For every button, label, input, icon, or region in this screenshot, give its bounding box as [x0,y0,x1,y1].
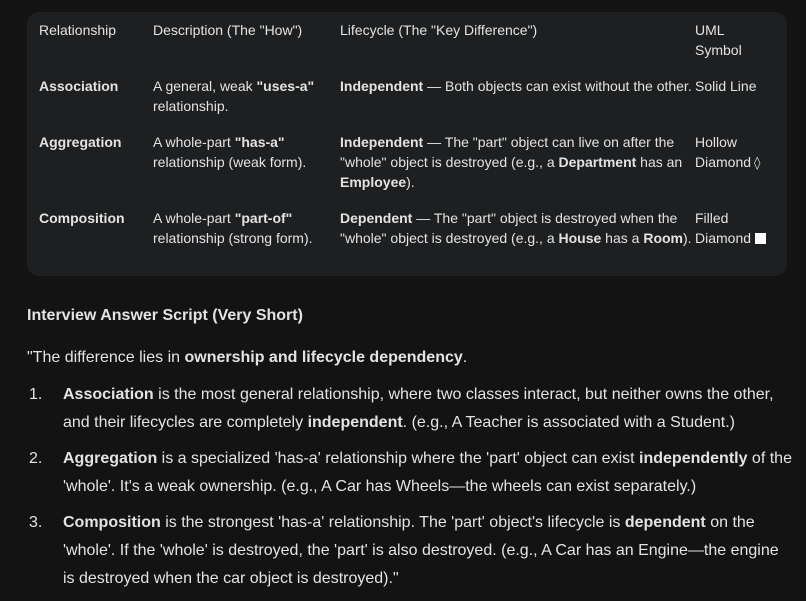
list-item [27,381,792,437]
item-text: is the strongest 'has-a' relationship. The 'part' object's lifecycle is [160,514,625,531]
row-description [153,208,340,264]
lifecycle-example: Employee [340,174,407,190]
desc-keyword: "part-of" [234,210,293,226]
desc-text: A whole-part [153,134,235,150]
row-name: Composition [39,210,125,226]
intro-text: "The difference lies in [27,349,185,366]
lifecycle-example: House [558,230,602,246]
script-heading: Interview Answer Script (Very Short) [27,307,303,324]
row-lifecycle [340,76,695,132]
table-row [27,132,787,208]
desc-text: A general, weak [153,78,257,94]
desc-keyword: "uses-a" [256,78,315,94]
row-description [153,132,340,208]
lifecycle-text: — The "part" object is destroyed when the "whole" object is destroyed (e.g., a [340,210,678,246]
uml-line1: Filled [695,210,729,226]
lifecycle-text: — The "part" object can live on after the "whole" object is destroyed (e.g., a [340,134,675,170]
item-text: of the 'whole'. It's a weak ownership. (e.g., A Car has Wheels—the wheels can exist separately.) [63,450,792,495]
list-item [27,509,792,593]
item-text: is a specialized 'has-a' relationship where the 'part' object can exist [157,450,640,467]
header-uml-symbol [695,12,787,76]
row-uml-symbol [695,208,787,264]
item-text: is the most general relationship, where two classes interact, but neither owns the other, and their lifecycles are completely [63,386,774,431]
row-lifecycle [340,132,695,208]
table-row [27,76,787,132]
lifecycle-text: has an [636,154,683,170]
filled-diamond-icon [755,233,766,244]
desc-text: relationship (strong form). [153,230,313,246]
header-relationship: Relationship [39,22,117,38]
lifecycle-keyword: Independent [340,78,424,94]
row-uml-symbol: Solid Line [695,78,757,94]
list-item [27,445,792,501]
lifecycle-text: ). [406,174,415,190]
row-description [153,76,340,132]
intro-keyword: ownership and lifecycle dependency [184,349,463,366]
item-keyword: dependent [624,514,706,531]
row-name: Association [39,78,119,94]
item-text: . (e.g., A Teacher is associated with a Student.) [402,414,736,431]
row-uml-symbol [695,132,787,208]
desc-text: A whole-part [153,210,235,226]
hollow-diamond-icon: ◊ [754,156,761,171]
intro-text: . [462,349,468,366]
uml-line2: Diamond [695,154,752,170]
lifecycle-keyword: Dependent [340,210,413,226]
desc-text: relationship (weak form). [153,154,307,170]
lifecycle-text: ). [683,230,692,246]
header-uml-line1: UML [695,22,725,38]
answer-list [27,381,792,601]
list-number: 3. [29,514,43,531]
uml-line1: Hollow [695,134,738,150]
lifecycle-example: Room [643,230,683,246]
table-header-row [27,12,787,76]
lifecycle-text: has a [601,230,644,246]
lifecycle-keyword: Independent [340,134,424,150]
header-uml-line2: Symbol [695,42,742,58]
list-number: 2. [29,450,43,467]
comparison-table [27,12,787,264]
header-description: Description (The "How") [153,22,303,38]
table-row [27,208,787,264]
row-name: Aggregation [39,134,122,150]
item-term: Composition [63,514,161,531]
lifecycle-example: Department [558,154,637,170]
header-lifecycle: Lifecycle (The "Key Difference") [340,22,538,38]
script-intro [27,346,467,370]
item-keyword: independent [307,414,403,431]
comparison-table-card [27,12,787,276]
item-keyword: independently [639,450,748,467]
desc-keyword: "has-a" [234,134,285,150]
row-lifecycle [340,208,695,264]
item-text: on the 'whole'. If the 'whole' is destroyed, the 'part' is also destroyed. (e.g., A Car has an Engine—the engine is destroyed when the car object is destroyed)." [63,514,779,587]
item-term: Association [63,386,154,403]
uml-line2: Diamond [695,230,752,246]
item-term: Aggregation [63,450,158,467]
lifecycle-text: — Both objects can exist without the other. [423,78,692,94]
list-number: 1. [29,386,43,403]
desc-text: relationship. [153,98,229,114]
